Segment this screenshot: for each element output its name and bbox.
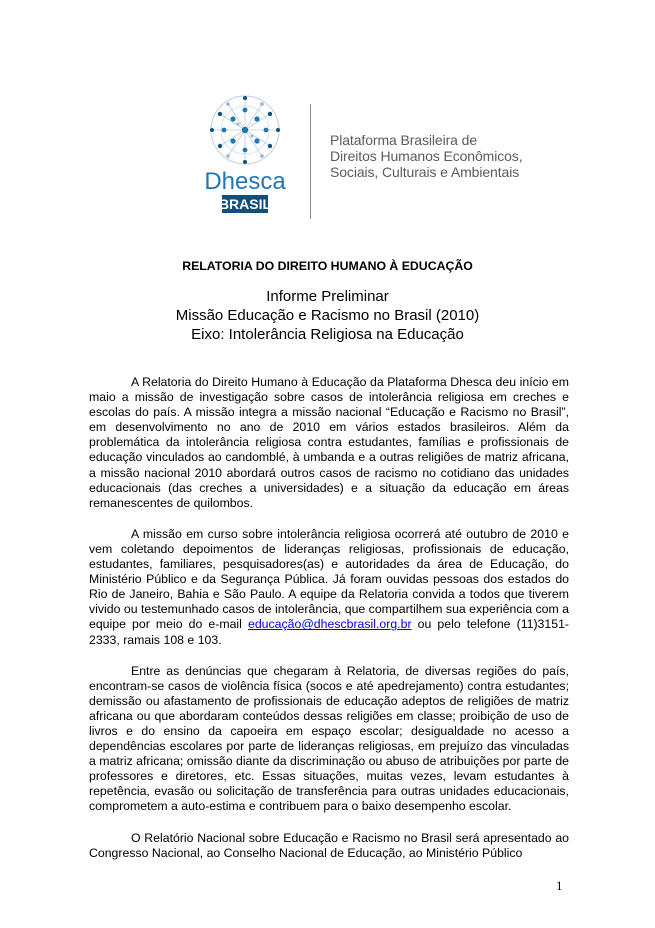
org-line-1: Plataforma Brasileira de: [330, 132, 477, 148]
dhesca-logo: [200, 92, 290, 217]
logo-text-sub: BRASIL: [218, 196, 272, 212]
paragraph-2-text-after: ou pelo telefone (11)3151-2333, ramais 108 e 103.: [89, 617, 570, 647]
paragraph-3: Entre as denúncias que chegaram à Relatoria, de diversas regiões do país, encontram-se casos de violência física (socos e até apedrejamento) contra estudantes; demissão ou afastamento de profissionais de educação adeptos de religiões de matriz africana ou que abordaram conteúdos dessas religiões em classe; proibição de uso de livros e do ensino da capoeira em espaço escolar; desigualdade no acesso a dependências escolares por parte de lideranças religiosas, em prejuízo das vinculadas a matriz africana; omissão diante da discriminação ou abuso de atribuições por parte de professores e diretores, etc. Essas situações, muitas vezes, levam estudantes à repetência, evasão ou solicitação de transferência para outras unidades educacionais, comprometem a auto-estima e contribuem para o baixo desempenho escolar.: [89, 663, 569, 814]
paragraph-1: A Relatoria do Direito Humano à Educação da Plataforma Dhesca deu início em maio a missão de investigação sobre casos de intolerância religiosa em creches e escolas do país. A missão integra a missão nacional “Educação e Racismo no Brasil”, em desenvolvimento no ano de 2010 em vários estados brasileiros. Além da problemática da intolerância religiosa contra estudantes, famílias e profissionais de educação vinculados ao candomblé, à umbanda e a outras religiões de matriz africana, a missão nacional 2010 abordará outros casos de racismo no cotidiano das unidades educacionais (das creches a universidades) e a situação da educação em áreas remanescentes de quilombos.: [89, 375, 569, 510]
subtitle-line-1: Informe Preliminar: [266, 288, 389, 305]
email-link[interactable]: educação@dhescbrasil.org.br: [247, 617, 412, 632]
document-title: RELATORIA DO DIREITO HUMANO À EDUCAÇÃO: [182, 259, 473, 273]
subtitle-line-3: Eixo: Intolerância Religiosa na Educação: [191, 326, 464, 343]
subtitle-block: [0, 287, 655, 344]
document-body: [89, 375, 569, 877]
logo-text-main: Dhesca: [204, 168, 286, 195]
subtitle-line-2: Missão Educação e Racismo no Brasil (2010): [175, 307, 480, 324]
header: [200, 92, 530, 227]
org-line-2: Direitos Humanos Econômicos,: [330, 148, 523, 164]
paragraph-2-text-before: A missão em curso sobre intolerância religiosa ocorrerá até outubro de 2010 e vem coletando depoimentos de lideranças religiosas, profissionais de educação, estudantes, familiares, pesquisadores(as) e autoridades da área de Educação, do Ministério Público e da Segurança Pública. Já foram ouvidas pessoas dos estados do Rio de Janeiro, Bahia e São Paulo. A equipe da Relatoria convida a todos que tiverem vivido ou testemunhado casos de intolerância, que compartilhem sua experiência com a equipe por meio do e-mail: [89, 526, 569, 632]
paragraph-2: [89, 527, 569, 648]
organization-name: [330, 132, 523, 180]
page-number: 1: [556, 878, 563, 893]
paragraph-4: O Relatório Nacional sobre Educação e Racismo no Brasil será apresentado ao Congresso Nacional, ao Conselho Nacional de Educação, ao Ministério Público: [89, 830, 569, 860]
org-line-3: Sociais, Culturais e Ambientais: [330, 164, 520, 180]
header-divider: [310, 104, 311, 219]
